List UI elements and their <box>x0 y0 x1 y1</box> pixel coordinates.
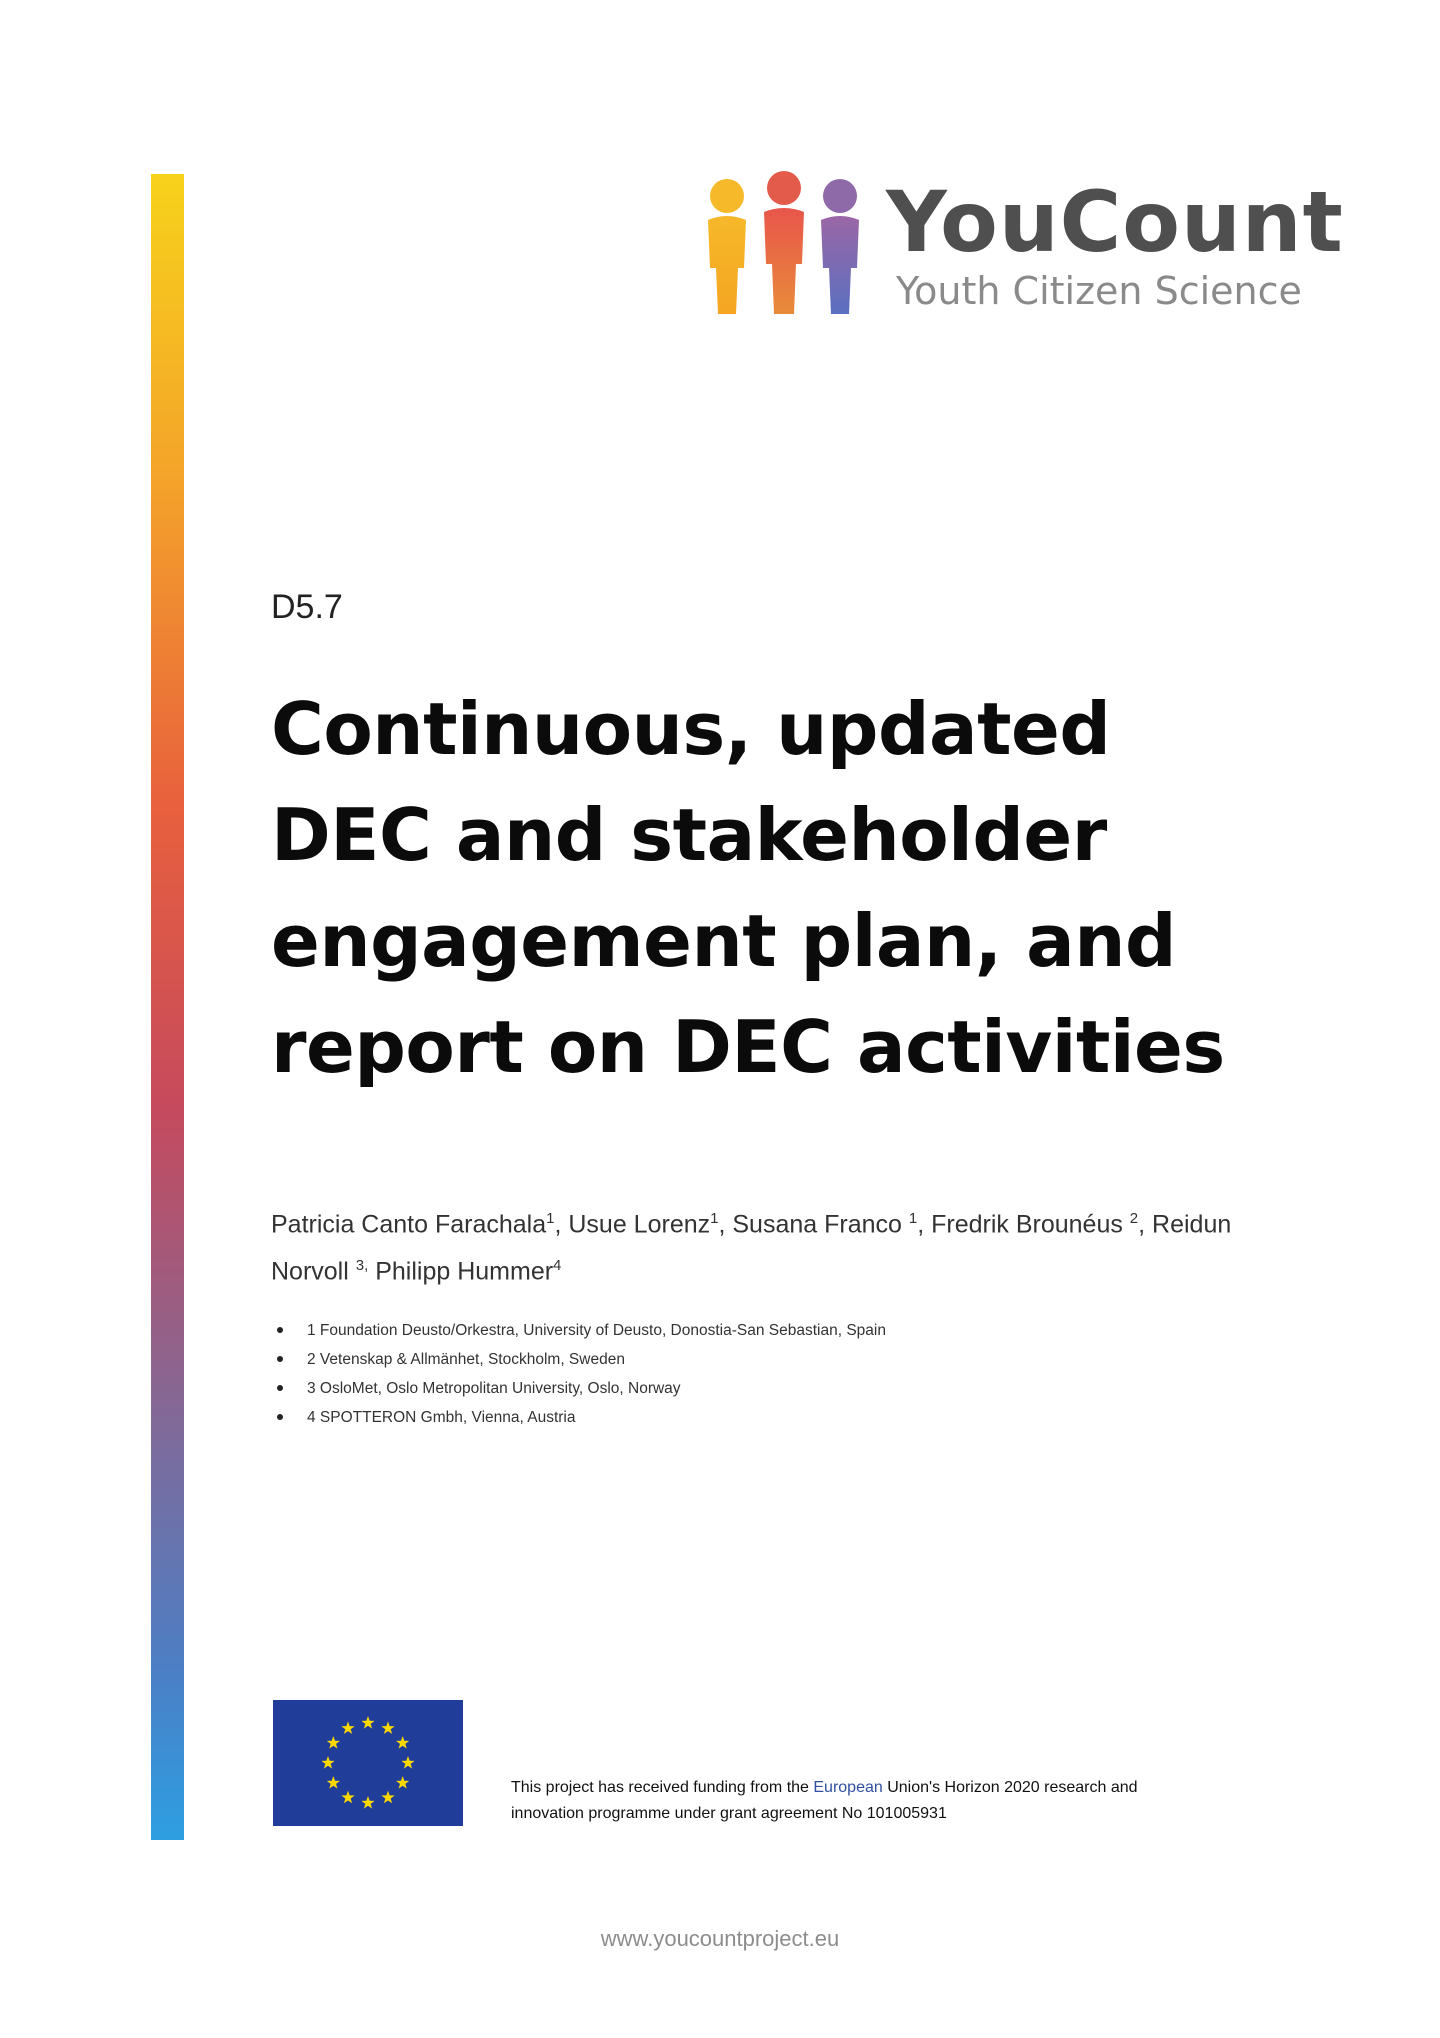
people-logo-icon <box>700 168 880 318</box>
document-title: Continuous, updated DEC and stakeholder engagement plan, and report on DEC activities <box>271 687 1225 1089</box>
affiliation-list <box>271 1316 886 1432</box>
brand-tagline: Youth Citizen Science <box>896 269 1302 313</box>
author-affiliation-marker: 1 <box>546 1210 555 1227</box>
funding-text-suffix: Union's Horizon 2020 research and innovation programme under grant agreement No 101005931 <box>511 1779 1138 1822</box>
brand-name: YouCount <box>886 173 1344 271</box>
document-code: D5.7 <box>271 588 343 626</box>
gradient-side-bar <box>151 174 184 1840</box>
author-affiliation-marker: 3, <box>355 1257 369 1275</box>
affiliation-item: 2 Vetenskap & Allmänhet, Stockholm, Sweden <box>271 1345 886 1374</box>
author-affiliation-marker: 1 <box>710 1210 719 1227</box>
affiliation-item: 1 Foundation Deusto/Orkestra, University of Deusto, Donostia-San Sebastian, Spain <box>271 1316 886 1345</box>
affiliation-item: 4 SPOTTERON Gmbh, Vienna, Austria <box>271 1403 886 1432</box>
funding-text-prefix: This project has received funding from the <box>511 1779 814 1796</box>
author-name: , Susana Franco <box>718 1210 909 1239</box>
author-name: , Fredrik Brounéus <box>917 1210 1130 1239</box>
author-list <box>271 1198 1291 1293</box>
author-affiliation-marker: 2 <box>1129 1210 1139 1227</box>
author-name: Patricia Canto Farachala <box>271 1210 547 1239</box>
author-name: , Reidun Norvoll <box>271 1210 1232 1286</box>
european-union-link[interactable]: European <box>813 1779 883 1796</box>
author-affiliation-marker: 4 <box>553 1257 562 1275</box>
author-name: , Usue Lorenz <box>554 1210 711 1239</box>
eu-flag-icon <box>273 1700 463 1826</box>
author-affiliation-marker: 1 <box>908 1210 918 1227</box>
author-name: Philipp Hummer <box>368 1257 554 1286</box>
youcount-logo <box>700 168 1344 328</box>
affiliation-item: 3 OsloMet, Oslo Metropolitan University, Oslo, Norway <box>271 1374 886 1403</box>
website-link[interactable]: www.youcountproject.eu <box>600 1926 840 1951</box>
funding-statement <box>511 1775 1151 1827</box>
